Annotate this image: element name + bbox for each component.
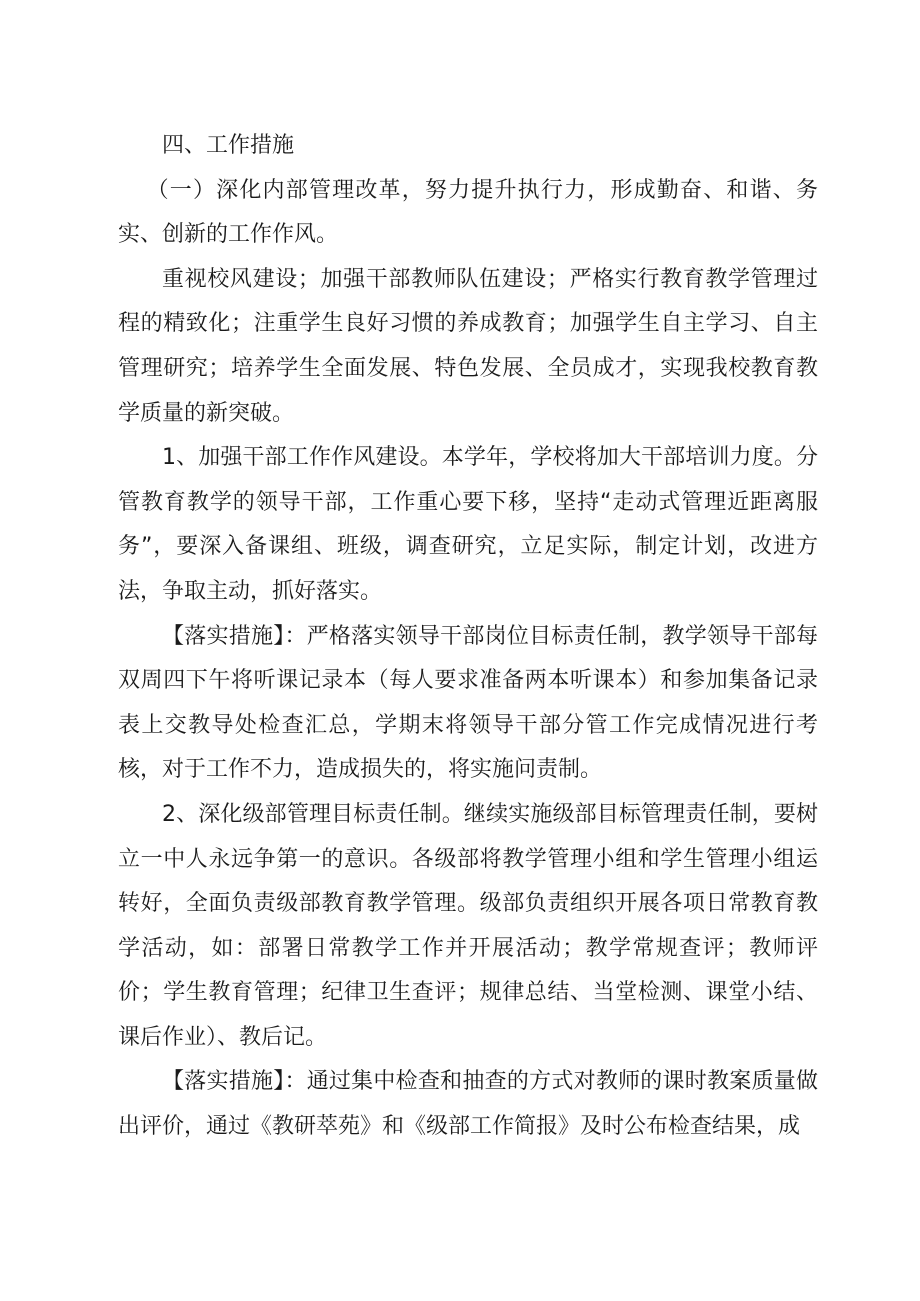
document-body: [118, 124, 818, 1150]
measure-text: ：严格落实领导干部岗位目标责任制，教学领导干部每双周四下午将听课记录本（每人要求准备两本听课本）和参加集备记录表上交教导处检查汇总，学期末将领导干部分管工作完成情况进行考核，对于工作不力，造成损失的，将实施问责制。: [118, 623, 818, 783]
paragraph-cadre-style: 1、加强干部工作作风建设。本学年，学校将加大干部培训力度。分管教育教学的领导干部，工作重心要下移，坚持“走动式管理近距离服务”，要深入备课组、班级，调查研究，立足实际，制定计划，改进方法，争取主动，抓好落实。: [118, 445, 818, 604]
paragraph-school-style: 重视校风建设；加强干部教师队伍建设；严格实行教育教学管理过程的精致化；注重学生良好习惯的养成教育；加强学生自主学习、自主管理研究；培养学生全面发展、特色发展、全员成才，实现我校教育教学质量的新突破。: [118, 266, 818, 426]
paragraph-grade-management: 2、深化级部管理目标责任制。继续实施级部目标管理责任制，要树立一中人永远争第一的意识。各级部将教学管理小组和学生管理小组运转好，全面负责级部教育教学管理。级部负责组织开展各项日常教育教学活动，如：部署日常教学工作并开展活动；教学常规查评；教师评价；学生教育管理；纪律卫生查评；规律总结、当堂检测、课堂小结、课后作业）、教后记。: [118, 801, 818, 1050]
measure-paragraph-2: [118, 1060, 818, 1149]
measure-paragraph-1: [118, 615, 818, 793]
subsection-heading: （一）深化内部管理改革，努力提升执行力，形成勤奋、和谐、务实、创新的工作作风。: [118, 177, 818, 248]
section-heading: 四、工作措施: [162, 133, 295, 158]
measure-label: 【落实措施】: [162, 1069, 285, 1095]
measure-text: ：通过集中检查和抽查的方式对教师的课时教案质量做出评价，通过《教研萃苑》和《级部工作简报》及时公布检查结果，成: [118, 1069, 818, 1140]
measure-label: 【落实措施】: [162, 623, 285, 649]
